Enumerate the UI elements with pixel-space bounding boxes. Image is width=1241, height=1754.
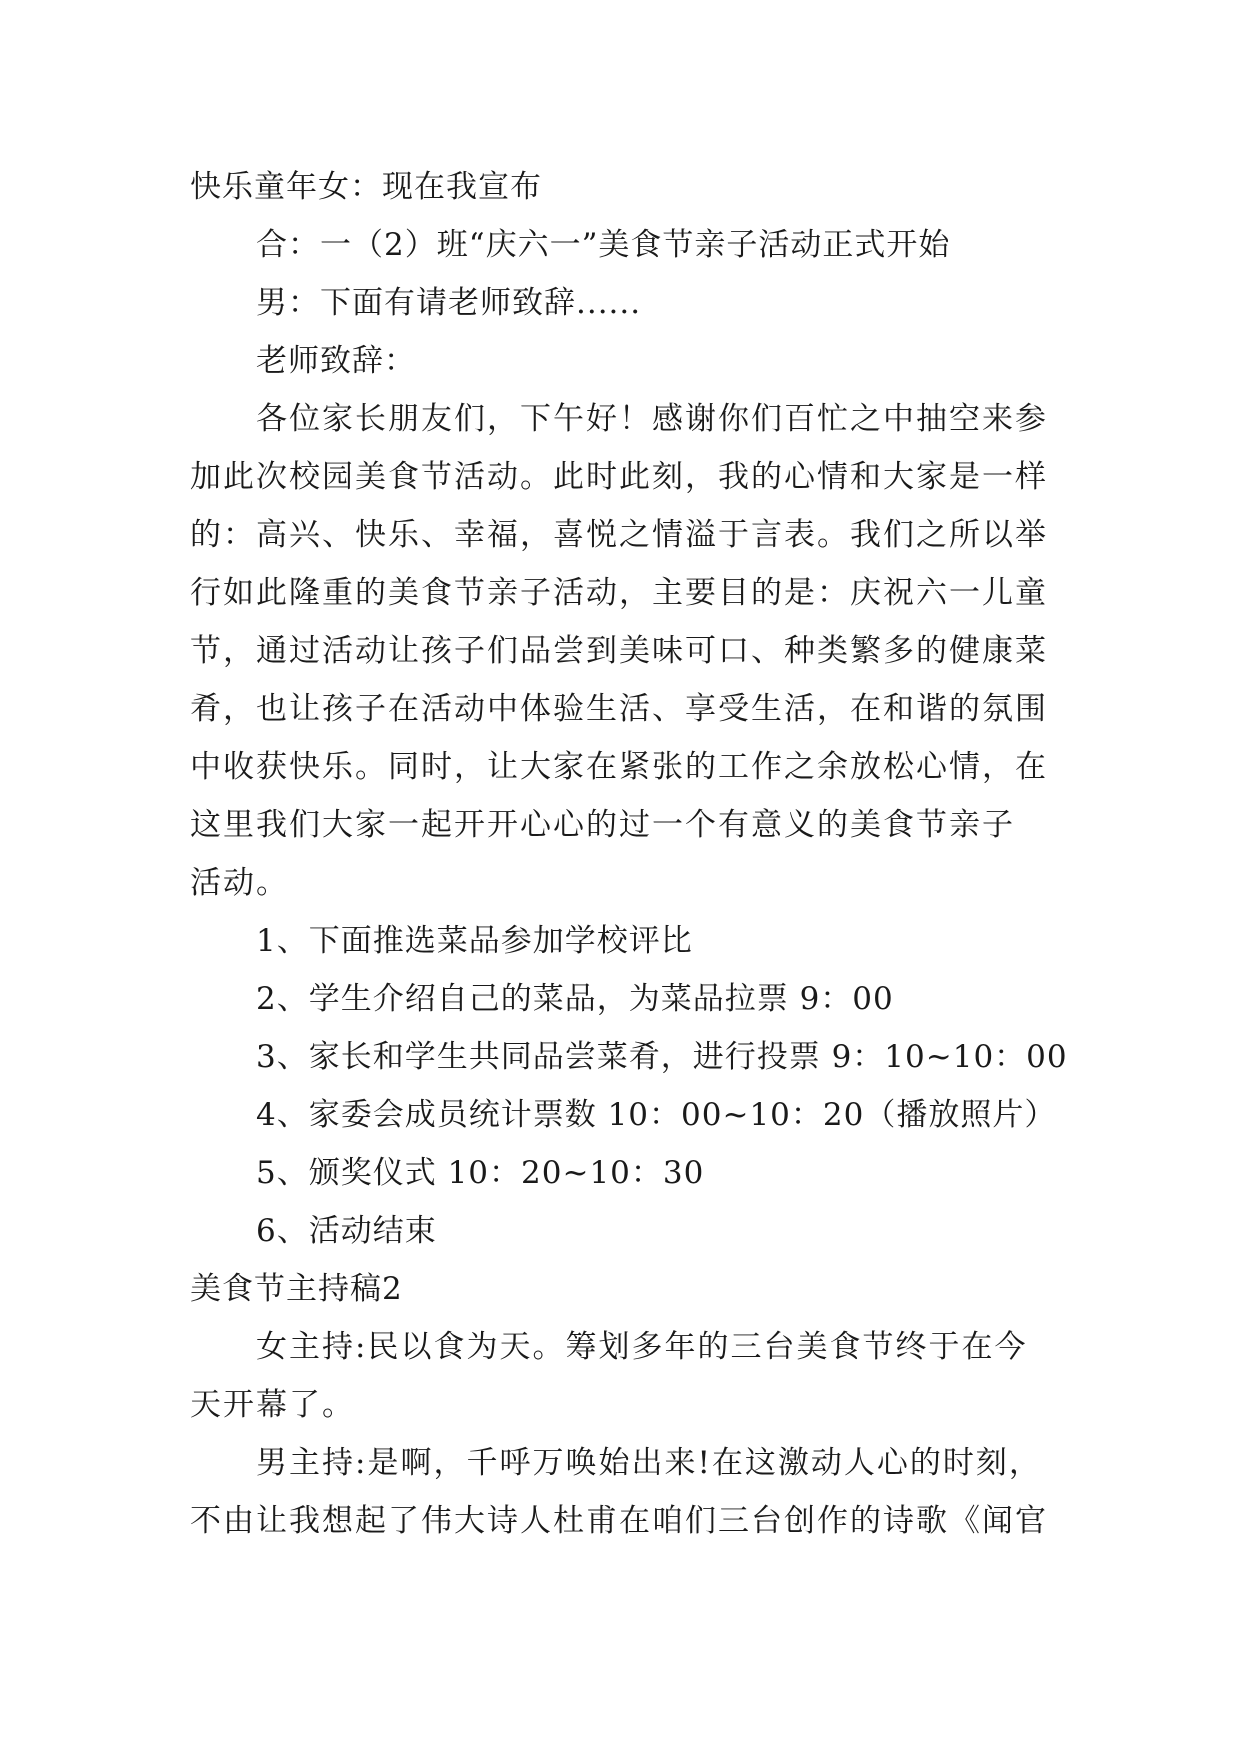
text-line: 男：下面有请老师致辞......	[256, 285, 642, 321]
speech-line: 的：高兴、快乐、幸福，喜悦之情溢于言表。我们之所以举	[190, 517, 1048, 553]
schedule-item: 3、家长和学生共同品尝菜肴，进行投票 9：10~10：00	[256, 1039, 1068, 1075]
speech-line: 活动。	[190, 865, 289, 901]
schedule-item: 4、家委会成员统计票数 10：00~10：20（播放照片）	[256, 1097, 1057, 1133]
text-line: 老师致辞：	[256, 343, 416, 379]
schedule-item: 6、活动结束	[256, 1213, 437, 1249]
host-line: 女主持:民以食为天。筹划多年的三台美食节终于在今	[256, 1329, 1028, 1365]
speech-line: 中收获快乐。同时，让大家在紧张的工作之余放松心情，在	[190, 749, 1048, 785]
speech-line: 各位家长朋友们，下午好！感谢你们百忙之中抽空来参	[256, 401, 1048, 437]
text-line: 快乐童年女：现在我宣布	[190, 169, 542, 205]
speech-line: 这里我们大家一起开开心心的过一个有意义的美食节亲子	[190, 807, 1015, 843]
host-line: 天开幕了。	[190, 1387, 355, 1423]
speech-line: 肴，也让孩子在活动中体验生活、享受生活，在和谐的氛围	[190, 691, 1048, 727]
teacher-speech-paragraph	[190, 390, 1050, 912]
schedule-item: 1、下面推选菜品参加学校评比	[256, 923, 693, 959]
speech-line: 节，通过活动让孩子们品尝到美味可口、种类繁多的健康菜	[190, 633, 1048, 669]
schedule-list	[190, 912, 1068, 1260]
speech-line: 加此次校园美食节活动。此时此刻，我的心情和大家是一样	[190, 459, 1048, 495]
host-line: 男主持:是啊，千呼万唤始出来!在这激动人心的时刻，	[256, 1445, 1042, 1481]
female-host-paragraph	[190, 1318, 1050, 1434]
section-title: 美食节主持稿2	[190, 1271, 403, 1307]
schedule-item: 2、学生介绍自己的菜品，为菜品拉票 9：00	[256, 981, 894, 1017]
text-line: 合：一（2）班“庆六一”美食节亲子活动正式开始	[256, 227, 951, 263]
host-line: 不由让我想起了伟大诗人杜甫在咱们三台创作的诗歌《闻官	[190, 1503, 1048, 1539]
schedule-item: 5、颁奖仪式 10：20~10：30	[256, 1155, 705, 1191]
speech-line: 行如此隆重的美食节亲子活动，主要目的是：庆祝六一儿童	[190, 575, 1048, 611]
document-body	[190, 158, 1068, 1550]
male-host-paragraph	[190, 1434, 1050, 1550]
